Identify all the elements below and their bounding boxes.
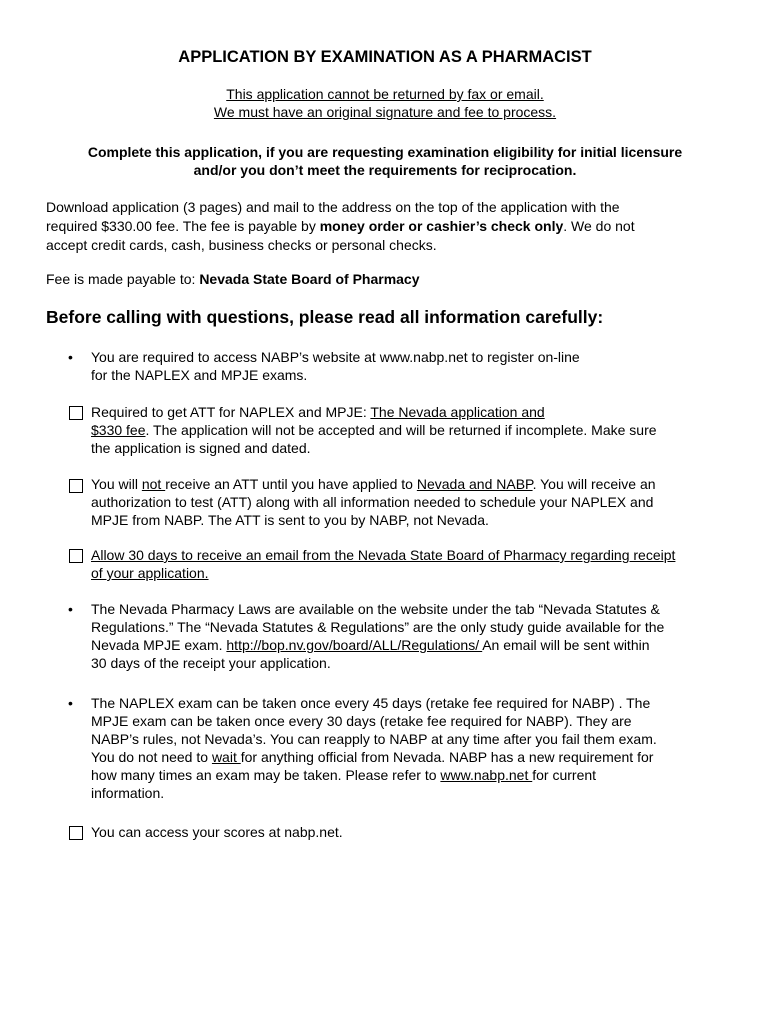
complete-line-1: Complete this application, if you are requesting examination eligibility for initial licensure <box>87 144 683 160</box>
download-line-2: required $330.00 fee. The fee is payable by money order or cashier’s check only. We do not <box>46 218 635 234</box>
list-item-laws: The Nevada Pharmacy Laws are available on the website under the tab “Nevada Statutes & Regulations.” The “Nevada Statutes & Regulations” are the only study guide available for the Nevada MPJE exam. http://bop.nv.gov/board/ALL/Regulations/ An email will be sent within 30 days of the receipt your application. <box>91 601 665 671</box>
page-title: APPLICATION BY EXAMINATION AS A PHARMACIST <box>178 48 592 66</box>
bullet-icon: • <box>68 695 73 711</box>
notice-line-2: We must have an original signature and fee to process. <box>213 104 557 120</box>
bullet-icon: • <box>68 349 73 365</box>
list-item-nabp-register: You are required to access NABP’s website at www.nabp.net to register on-line for the NAPLEX and MPJE exams. <box>91 349 580 383</box>
complete-line-2: and/or you don’t meet the requirements for reciprocation. <box>193 162 577 178</box>
fee-label: Fee is made payable to: <box>46 271 200 287</box>
download-paragraph <box>46 198 736 255</box>
fee-paragraph <box>46 270 736 289</box>
checkbox-att-required[interactable] <box>69 406 83 420</box>
instructions-heading: Before calling with questions, please read all information carefully: <box>46 307 604 327</box>
download-line-1: Download application (3 pages) and mail to the address on the top of the application with the <box>46 199 620 215</box>
payment-method-emphasis: money order or cashier’s check only <box>319 218 564 234</box>
list-item-scores: You can access your scores at nabp.net. <box>91 824 343 840</box>
checkbox-no-att[interactable] <box>69 479 83 493</box>
nabp-link[interactable]: www.nabp.net <box>440 767 533 783</box>
fee-payee: Nevada State Board of Pharmacy <box>199 271 420 287</box>
list-item-allow-30-days: Allow 30 days to receive an email from the Nevada State Board of Pharmacy regarding receipt of your application. <box>91 547 676 581</box>
list-item-att-required: Required to get ATT for NAPLEX and MPJE: The Nevada application and $330 fee. The application will not be accepted and will be returned if incomplete. Make sure the application is signed and dated. <box>91 404 657 456</box>
list-item-retake: The NAPLEX exam can be taken once every 45 days (retake fee required for NABP) . The MPJE exam can be taken once every 30 days (retake fee required for NABP). They are NABP’s rules, not Nevada’s. You can reapply to NABP at any time after you fail them exam. You do not need to wait for anything official from Nevada. NABP has a new requirement for how many times an exam may be taken. Please refer to www.nabp.net for current information. <box>91 695 657 801</box>
notice-line-1: This application cannot be returned by fax or email. <box>226 86 544 102</box>
bullet-icon: • <box>68 601 73 617</box>
regulations-link[interactable]: http://bop.nv.gov/board/ALL/Regulations/ <box>226 637 483 653</box>
download-line-3: accept credit cards, cash, business checks or personal checks. <box>46 237 437 253</box>
checkbox-scores[interactable] <box>69 826 83 840</box>
list-item-no-att: You will not receive an ATT until you have applied to Nevada and NABP. You will receive an authorization to test (ATT) along with all information needed to schedule your NAPLEX and MPJE from NABP. The ATT is sent to you by NABP, not Nevada. <box>91 476 656 528</box>
checkbox-allow-30-days[interactable] <box>69 549 83 563</box>
